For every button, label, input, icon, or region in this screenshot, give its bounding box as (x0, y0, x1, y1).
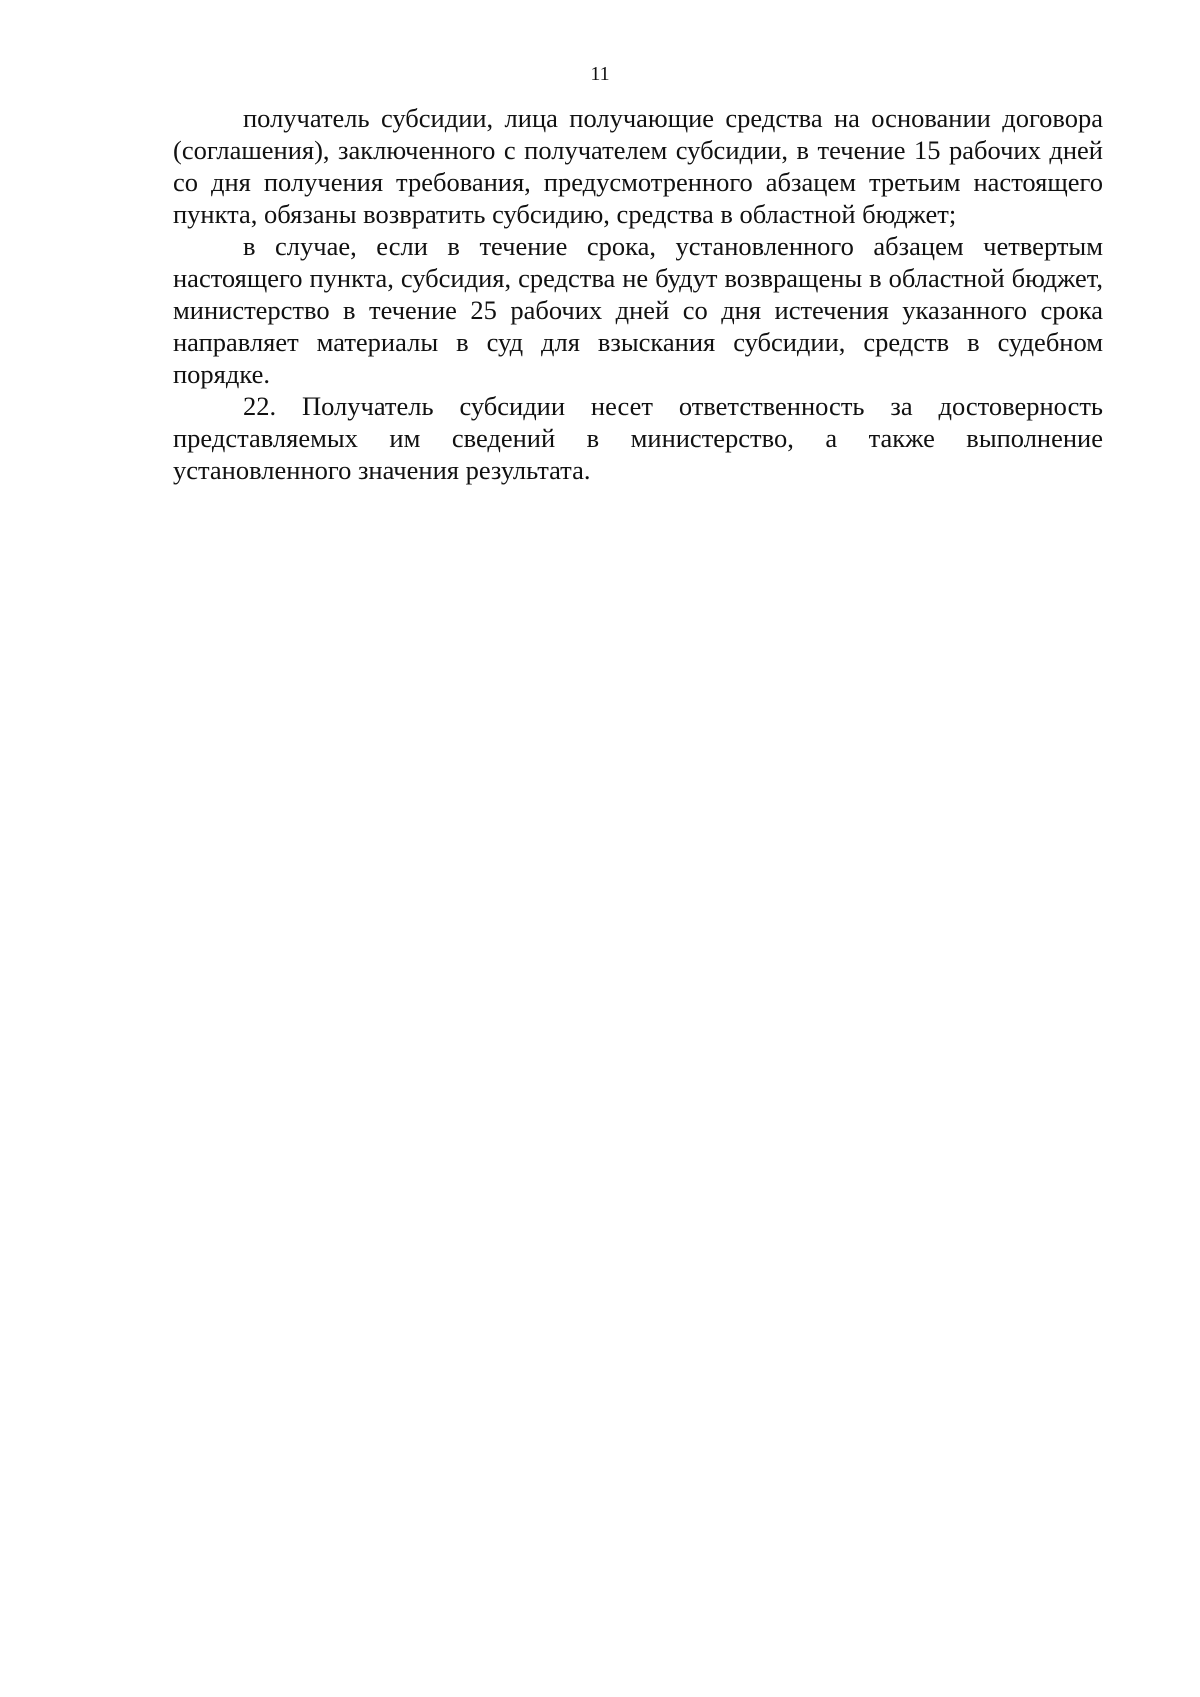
document-body (173, 102, 1103, 486)
paragraph-court-recovery: в случае, если в течение срока, установленного абзацем четвертым настоящего пункта, субсидия, средства не будут возвращены в областной бюджет, министерство в течение 25 рабочих дней со дня истечения указанного срока направляет материалы в суд для взыскания субсидии, средств в судебном порядке. (173, 231, 1103, 389)
paragraph-subsidy-return: получатель субсидии, лица получающие средства на основании договора (соглашения), заключенного с получателем субсидии, в течение 15 рабочих дней со дня получения требования, предусмотренного абзацем третьим настоящего пункта, обязаны возвратить субсидию, средства в областной бюджет; (173, 103, 1103, 229)
page-number: 11 (590, 63, 610, 85)
paragraph-22-responsibility: 22. Получатель субсидии несет ответственность за достоверность представляемых им сведений в министерство, а также выполнение установленного значения результата. (173, 391, 1103, 485)
